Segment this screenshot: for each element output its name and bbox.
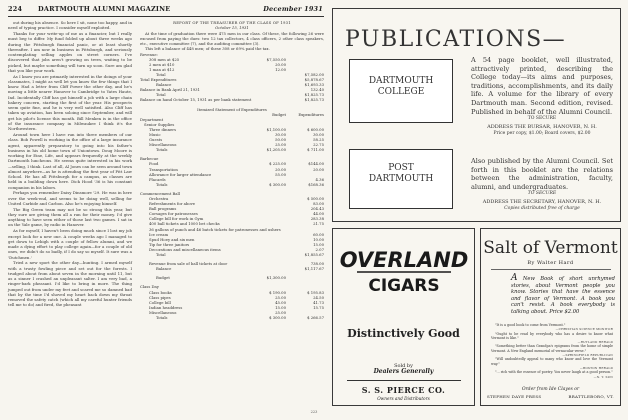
notes-paragraph: As for myself, I haven't been doing much since I lost my job except look for a new one. A couple weeks ago I managed to get down to Lehigh with a couple of fellow alumni, and we made a dying effort to play college again—for a couple of old ones, we didn't do so badly, if I do say so myself. It sure was a 'Dutchmen.'	[8, 228, 132, 260]
expense-row: Allowance for larger attendance 55.00	[149, 171, 286, 177]
report-intro-2: This left a balance of 448 men; of these 308 or 69% paid the tax.	[145, 46, 270, 52]
expense-row: Class pipes 25.00 24.50	[149, 294, 324, 300]
notes-paragraph: Tried a new sport the other day—hunting. I armed myself with a trusty fowling piece and set out for the forests. I trudged about from about seven in the morning until 11, but as a sinner I crashed an unpleasant salter. I am very bad, a ringer-bark pheasant. I'd like to bring in more. The thing jumped out from under my feet and scared me so damned bad that by the time I'd shoved my heart back down my throat removed the safety catch (which all my careful hunter friends tell me to do) and fired, the pheasant	[8, 260, 132, 308]
section-total-row: Totals $ 300.00 $168.36	[156, 181, 324, 187]
expense-row: Corsages for patronesses 44.00	[149, 211, 324, 217]
cigar-maker: S. S. PIERCE CO.	[361, 385, 446, 395]
book-title: Salt of Vermont	[483, 238, 618, 258]
cigar-product-text: CIGARS	[368, 276, 440, 296]
expense-row: Decorations and miscellaneous items 2.07	[149, 246, 324, 252]
notes-paragraph: As I know you are primarily interested in the doings of your classmates, I might as well let you know the few things that I know. Had a letter from Cliff Power the other day, and he's moving a little nearer Hanover to Cambridge to Yates Haute, Ind. Incidentally Cliff has got himself a job with a large chain bakery concern, starting the first of the year. His prospects seem quite fine, and he is very well satisfied. Also Cliff has taken up aviation, has been soloing since September, and will get his pilot's license this month. Bill Menken is in the office of the insurance company in Milwaukee I think it's the Northwestern.	[8, 73, 132, 132]
expense-row: 400 ball tickets and 1000 bet checks 21.75	[149, 221, 324, 227]
section-total-row: Budget $1,300.00	[156, 275, 286, 281]
expense-row: Ice cream 60.00	[149, 231, 324, 237]
review-quote: "Something better than Grandpa's epigrams from the home of simple Vermont. A New England memorial of vernacular verse."	[491, 344, 613, 353]
notes-paragraph: out during his absence. So here I sit, none too happy, and in need of typing practice. I consider myself exploited.	[8, 20, 132, 31]
expenditures-title: Itemized Statement of Expenditures	[197, 106, 267, 112]
expense-row: Placards 4.36	[149, 176, 324, 182]
expense-row: Three dinners $1,100.00 $ 600.00	[149, 126, 324, 132]
order-note: Order from Ide Clayes or	[521, 387, 580, 392]
expense-row: Tip for three janitors 15.00	[149, 241, 324, 247]
report-intro: At the time of graduation there were 475 men in our class. Of these, the following 26 were excused from paying the dues: two 12 tax collectors, 4 class officers, 2 other class speakers, etc., executive committee (7), and the auditing committee (3).	[140, 31, 324, 47]
review-quote: "Ought to be read by everybody who has a desire to know what Vermont is like."	[491, 331, 613, 340]
cigar-owners: Owners and Distributors	[377, 396, 430, 401]
section-total-row: Balance $1,117.67	[156, 266, 324, 272]
revenue-row: 1 man at $12 12.00	[149, 66, 286, 72]
expense-row: Revenue from sale of ball tickets at door 738.00	[149, 261, 324, 267]
notes-paragraph: Perhaps you remember Daisy Dinsmore '29. He was in here over the week-end, and seems to be doing well, selling for United Carbide and Carbon. Also he's enjoying himself.	[8, 190, 132, 206]
expense-row: Spud Hoey and six men 10.00	[149, 236, 324, 242]
expenditures-header: Budget Expenditures	[272, 111, 324, 117]
review-source: —RUTLAND HERALD	[577, 340, 613, 345]
section-heading: Barbecue	[140, 156, 159, 162]
report-date: October 15, 1931	[215, 25, 249, 31]
revenue-rows	[140, 57, 324, 72]
expense-row: Guests 50.00 58.25	[149, 137, 324, 143]
salt-divider	[491, 269, 611, 270]
review-quote: "It is a good book to come from Vermont."	[495, 323, 566, 327]
expense-row: College bill 45.00 41.73	[149, 299, 324, 305]
notes-paragraph: The Big Green team may not be so strong this year, but they sure are giving them all a run for their money. I'd give anything to have seen either of those last two games. I sat in on the Yale game, by radio in Hanover.	[8, 206, 132, 228]
review-source: —CHRISTIAN SCIENCE MONITOR	[555, 327, 613, 332]
review-source: —BOSTON HERALD	[579, 365, 613, 370]
issue-date: December 1931	[263, 5, 323, 13]
publisher-line: STEPHEN DAYE PRESS BRATTLEBORO, VT.	[487, 394, 614, 399]
cigar-sold-by: Sold by Dealers Generally	[373, 363, 434, 375]
revenue-label: Revenue:	[140, 51, 158, 57]
publications-ad	[332, 8, 621, 222]
book-description: A New Book of short unrhymed stories, about Vermont people you know. Stories that have the essence and flavor of Vermont. A book you can't resist. A book everybody is talking about. Price $2.00	[511, 273, 615, 315]
section-total-row: Total $1,855.67	[156, 252, 324, 258]
treasurer-report	[140, 20, 324, 412]
expenditure-sections	[140, 117, 324, 324]
page-number: 224	[8, 5, 23, 13]
summary-row: Balance $1,693.33	[156, 82, 324, 88]
publication-1-description: A 54 page booklet, well illustrated, attractively printed, describing the College today—its aims and purposes, traditions, accomplishments, and its daily life. A volume for the library of every Dartmouth man. Second edition, revised. Published in behalf of the Alumni Council. TO SECURE ADDRESS THE BURSAR, HANOVER, N. H. Price per copy, $1.00; Board covers, $2.00	[471, 56, 613, 137]
expense-row: Miscellaneous 25.00	[149, 309, 286, 315]
expense-row: 36 gallons of punch and 46 batch tickets for patronesses and ushers	[149, 226, 281, 232]
expense-row: Music 30.00 30.00	[149, 131, 324, 137]
section-heading: Class Day	[140, 284, 159, 290]
summary-row: Total $1,825.73	[156, 92, 324, 98]
book-cover-dartmouth-college: DARTMOUTH COLLEGE	[349, 59, 453, 123]
expense-row: Miscellaneous 25.00 22.75	[149, 142, 324, 148]
class-notes-column	[8, 20, 132, 412]
section-total-row: Totals $1,205.00 $ 711.00	[156, 147, 324, 153]
summary-row: Balance in Bank April 21, 1931 132.40	[140, 87, 324, 93]
expense-row: Indian headdress 15.00 15.75	[149, 304, 324, 310]
expense-row: College bill for work in Gym 283.38	[149, 216, 324, 222]
cigar-tagline: Distinctively Good	[347, 327, 460, 340]
expense-row: Transportation 20.00 20.00	[149, 166, 324, 172]
section-subheading: Senior Supplies	[144, 121, 175, 127]
review-quotes	[491, 323, 613, 379]
overland-cigars-ad	[332, 228, 475, 406]
expense-row: Orchestra $ 500.00	[149, 196, 324, 201]
overland-cigars-logo	[339, 239, 469, 301]
expense-row: Ball programs 204.43	[149, 206, 324, 212]
revenue-row: 308 men at $25 $7,550.00	[149, 56, 286, 62]
magazine-title: DARTMOUTH ALUMNI MAGAZINE	[38, 5, 171, 13]
summary-row: Total Expenditures $5,878.67	[140, 77, 324, 83]
footer-page-code: 223	[310, 410, 318, 414]
review-source: —N. Y. SUN	[593, 374, 613, 379]
notes-paragraph: Thanks for your write-up of me as a financier, but I really must beg to differ. My fund folded up about three weeks ago during the Pittsburgh financial panic, or at least shortly thereafter. I am now in business in Pittsburgh, and seriously contemplating selling apples on street corners. I've discovered that jobs aren't growing on trees, waiting to be picked, but maybe something will turn up soon. Sure am glad that you like your work.	[8, 31, 132, 73]
expense-row: Food $ 225.00 $144.00	[149, 161, 324, 167]
summary-row: Balance on hand October 15, 1931 as per bank statement $1,825.73	[140, 97, 324, 103]
review-quote: "Will undoubtedly appeal to many who know and love the Vermont way."	[491, 357, 613, 366]
section-heading: Department	[140, 116, 164, 122]
publications-title: PUBLICATIONS—	[345, 27, 567, 52]
expense-row: Refreshments for above 83.00	[149, 201, 324, 207]
cigar-brand-text: OVERLAND	[339, 248, 469, 272]
summary-row: Total $7,582.00	[156, 71, 324, 77]
cigar-divider	[347, 380, 461, 381]
section-heading: Commencement Ball	[140, 190, 180, 196]
review-quote: "... rich with the essence of poetry. You never laugh at a good person."	[495, 370, 613, 375]
report-title: REPORT OF THE TREASURER OF THE CLASS OF 1931	[173, 20, 291, 25]
header-rule	[8, 16, 324, 17]
book-author: By Walter Hard	[527, 260, 574, 266]
expense-row: Class books $ 190.00 $ 195.83	[149, 289, 324, 295]
review-source: —SPRINGFIELD REPUBLICAN	[562, 353, 613, 358]
publication-2-description: Also published by the Alumni Council. Set forth in this booklet are the relations between the administration, faculty, alumni, and undergraduates. TO SECURE ADDRESS THE SECRETARY, HANOVER, N. H. Copies distributed free of charge	[471, 157, 613, 212]
section-total-row: Totals $ 300.00 $ 266.57	[156, 314, 324, 320]
book-cover-post-dartmouth: POST DARTMOUTH	[349, 149, 453, 209]
salt-of-vermont-ad	[480, 228, 621, 406]
notes-paragraph: Around town here I have run into three members of our class. Bob Powell is working in the office of a large insurance agent, apparently preparatory to going into his father's business in his old home town of Uniontown. Doug Moore is working for Eine, Life, and appears frequently at the weekly Dartmouth luncheons. He seems quite interested in his work—selling, I think. Last of all, Al Jones can be seen around town almost anywhere—as he is attending the first year of Pitt Law School. He has all Pittsburgh for a campus, as classes are held in a building down here. Dick Hood '36 is his constant companion in his labors.	[8, 132, 132, 190]
revenue-row: 2 men at $10 20.00	[149, 61, 286, 67]
